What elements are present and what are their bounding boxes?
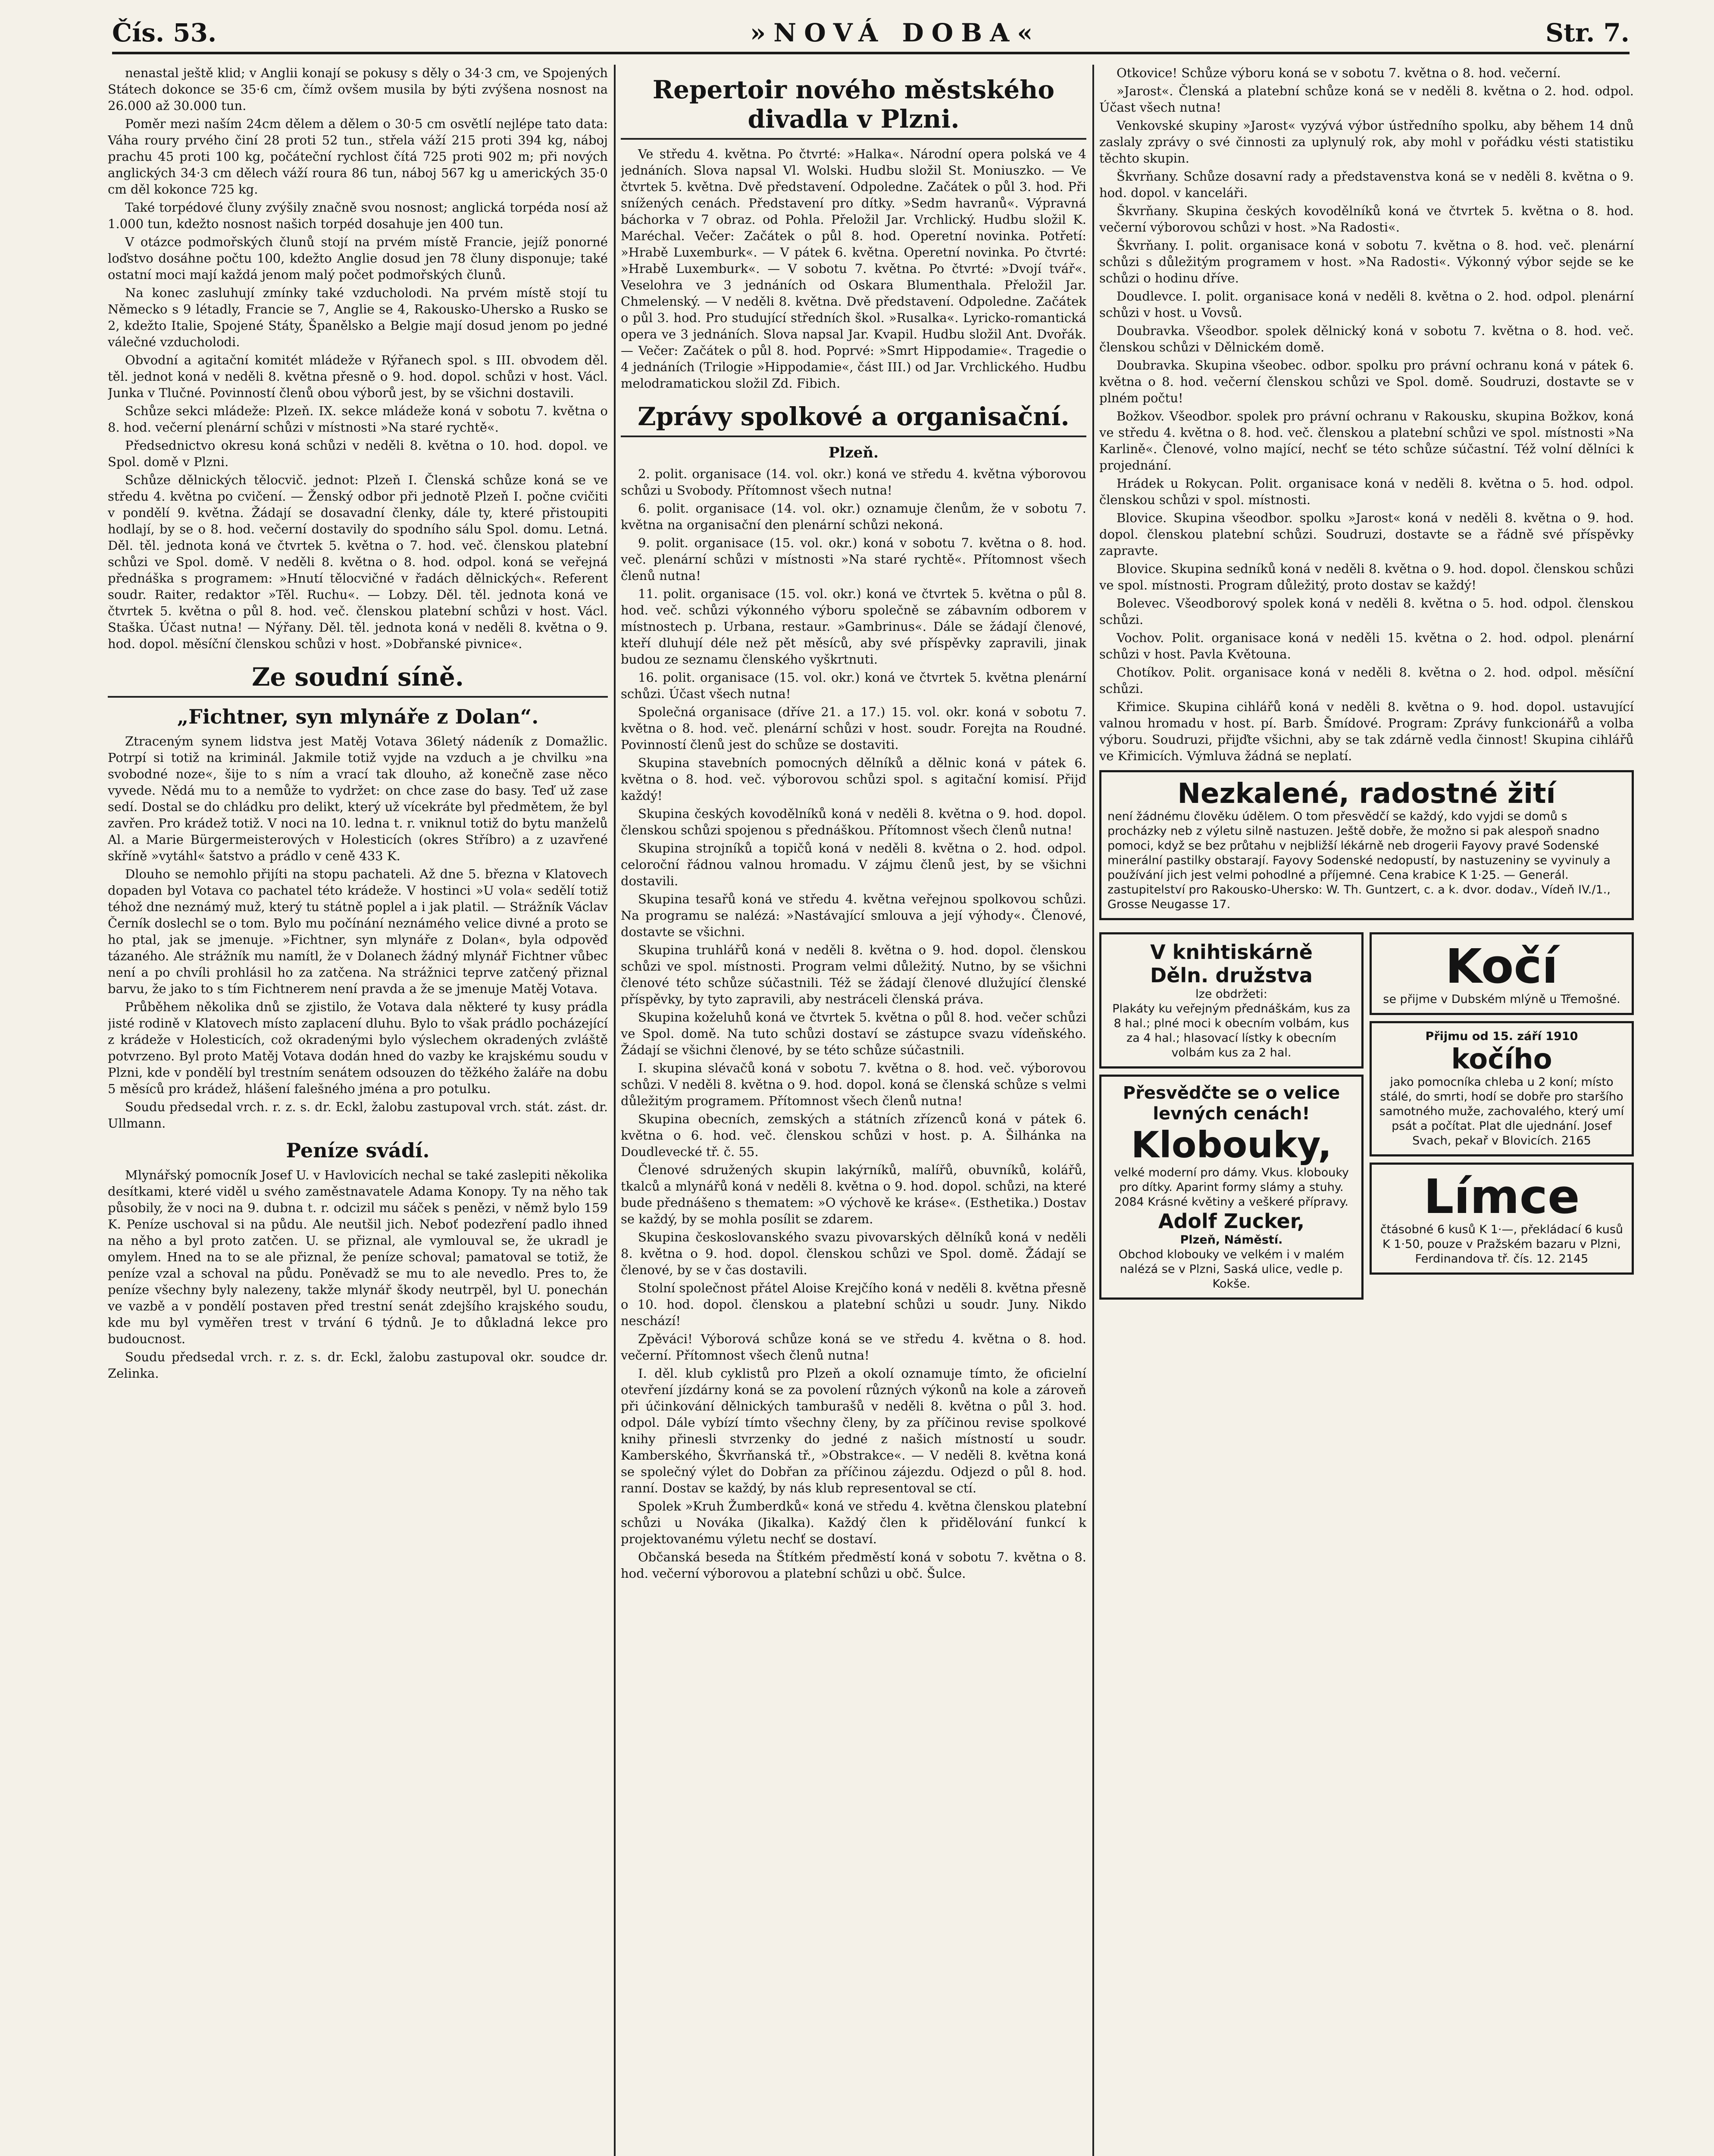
club-notice: Blovice. Skupina sedníků koná v neděli 8. května o 9. hod. dopol. členskou schůzi ve spol. místnosti. Program důležitý, proto dostav se každý!: [1099, 561, 1634, 592]
club-notice: Skupina českých kovodělníků koná v neděli 8. května o 9. hod. dopol. členskou schůzi spojenou s přednáškou. Přítomnost všech členů nutna!: [621, 806, 1086, 837]
club-notice: 9. polit. organisace (15. vol. okr.) koná v sobotu 7. května o 8. hod. več. plenární schůzi v místnosti »Na staré rychtě«. Přítomnost všech členů nutna!: [621, 536, 1086, 583]
club-notice: Doudlevce. I. polit. organisace koná v neděli 8. května o 2. hod. odpol. plenární schůzi v host. u Vovsů.: [1099, 289, 1634, 320]
club-notice: Skupina obecních, zemských a státních zřízenců koná v pátek 6. května o 6. hod. več. členskou schůzi v host. p. A. Šilhánka na Doudlevecké tř. č. 55.: [621, 1112, 1086, 1159]
club-notice: 2. polit. organisace (14. vol. okr.) koná ve středu 4. května výborovou schůzi u Svobody. Přítomnost všech nutna!: [621, 467, 1086, 498]
ad-title: Děln. družstva: [1150, 964, 1313, 987]
club-notice: Křimice. Skupina cihlářů koná v neděli 8. května o 9. hod. dopol. ustavující valnou hromadu v host. pí. Barb. Šmídové. Program: Zprávy funkcionářů a volba výboru. Soudruzi, přijďte všichni, aby se tak zdárně vedla činnost! Skupina cihlářů ve Křimicích. Výmluva žádná se neplatí.: [1099, 699, 1634, 763]
ad-headline: Klobouky,: [1131, 1124, 1332, 1166]
club-notice: Škvrňany. Skupina českých kovodělníků koná ve čtvrtek 5. května o 8. hod. večerní výborovou schůzi v host. »Na Radosti«.: [1099, 204, 1634, 235]
column-divider: [1092, 65, 1094, 2156]
club-notice: I. děl. klub cyklistů pro Plzeň a okolí oznamuje tímto, že oficielní otevření jízdárny koná se za povolení různých výkonů na kole a zároveň při účinkování dělnických tamburašů v neděli 8. května o půl 3. hod. odpol. Dále vybízí tímto všechny členy, by za příčinou revise spolkové knihy přinesli stvrzenky do jedné z našich místností u soudr. Kamberského, Škvrňanská tř., »Obstrakce«. — V neděli 8. května koná se společný výlet do Dobřan za příčinou zájezdu. Odjezd o půl 8. hod. ranní. Dostav se každý, by nás klub representoval se ctí.: [621, 1366, 1086, 1495]
club-notice: Občanská beseda na Štítkém předměstí koná v sobotu 7. května o 8. hod. večerní výborovou a platební schůzi u obč. Šulce.: [621, 1550, 1086, 1581]
club-notice: I. skupina slévačů koná v sobotu 7. května o 8. hod. več. výborovou schůzi. V neděli 8. května o 9. hod. dopol. koná se členská schůze s velmi důležitým programem. Přítomnost všech členů nutna!: [621, 1061, 1086, 1108]
ad-text: není žádnému člověku údělem. O tom přesvědčí se každý, kdo vyjdi se domů s procházky neb z výletu silně nastuzen. Ještě dobře, že možno si pak alespoň snadno pomoci, když se bez průtahu v nejbližší lékárně neb drogerii Fayovy pravé Sodenské minerální pastilky obstarají. Fayovy Sodenské nedopustí, by nastuzeniny se vyvinuly a používání jich jest velmi pohodlné a příjemné. Cena krabice K 1·25. — Generál. zastupitelství pro Rakousko-Uhersko: W. Th. Guntzert, c. a k. dvor. dodav., Vídeň IV./1., Grosse Neugasse 17.: [1107, 810, 1611, 911]
advertisement-coachman: [1370, 932, 1634, 1015]
club-notice: Skupina českoslovanského svazu pivovarských dělníků koná v neděli 8. května o 9. hod. dopol. členskou schůzi ve Spol. domě. Žádají se členové, by se v čas dostavili.: [621, 1230, 1086, 1277]
story-title: „Fichtner, syn mlynáře z Dolan“.: [177, 705, 539, 728]
article-paragraph: Na konec zasluhují zmínky také vzducholodi. Na prvém místě stojí tu Německo s 9 létadly, Francie se 7, Anglie se 4, Rakousko-Uhersko a Rusko se 2, kdežto Italie, Spojené Státy, Španělsko a Belgie mají dosud jenom po jedné válečné vzducholodi.: [108, 285, 608, 349]
notice-paragraph: Obvodní a agitační komitét mládeže v Rýřanech spol. s III. obvodem děl. těl. jednot koná v neděli 8. května přesně o 9. hod. dopol. schůzi v host. Václ. Junka v Tlučné. Povinností členů obou výborů jest, by se všichni dostavili.: [108, 353, 608, 400]
ad-text: jako pomocníka chleba u 2 koní; místo stálé, do smrti, hodí se dobře pro staršího samotného muže, zachovalého, který umí psát a počítat. Plat dle ujednání. Josef Svach, pekař v Blovicích. 2165: [1379, 1075, 1624, 1147]
article-paragraph: V otázce podmořských člunů stojí na prvém místě Francie, jejíž ponorné loďstvo dosáhne počtu 100, kdežto Anglie dosud jen 78 čluny disponuje; také ostatní moci mají každá jenom malý počet podmořských člunů.: [108, 235, 608, 282]
club-notice: Škvrňany. Schůze dosavní rady a představenstva koná se v neděli 8. května o 9. hod. dopol. v kanceláři.: [1099, 169, 1634, 200]
story-title: Peníze svádí.: [286, 1139, 430, 1162]
club-notice: Otkovice! Schůze výboru koná se v sobotu 7. května o 8. hod. večerní.: [1117, 66, 1561, 80]
club-notice: Skupina truhlářů koná v neděli 8. května o 9. hod. dopol. členskou schůzi ve spol. místnosti. Program velmi důležitý. Nutno, by se všichni členové této schůze súčastnili. Též se žádají členové dlužující členské příspěvky, by tyto zapravili, aby nestráceli členská práva.: [621, 943, 1086, 1006]
ad-text: Obchod klobouky ve velkém i v malém nalézá se v Plzni, Saská ulice, vedle p. Kokše.: [1118, 1248, 1345, 1291]
ad-text: se přijme v Dubském mlýně u Třemošné.: [1383, 993, 1620, 1006]
story-paragraph: Průběhem několika dnů se zjistilo, že Votava dala některé ty kusy prádla jisté rodině v Klatovech místo zaplacení dluhu. Bylo to však prádlo pocházející z krádeže v Holesticích, což okradenými bylo výslechem okradených zvláště potvrzeno. Byl proto Matěj Votava dodán hned do vazby ke krajskému soudu v Plzni, kde v pondělí byl trestním senátem odsouzen do těžkého žaláře na dobu 5 měsíců pro krádež, hlášení falešného jména a pro potulku.: [108, 1000, 608, 1096]
ad-text: Přijmu od 15. září 1910: [1425, 1030, 1578, 1043]
story-paragraph: Soudu předsedal vrch. r. z. s. dr. Eckl, žalobu zastupoval vrch. stát. zást. dr. Ullmann.: [108, 1100, 608, 1131]
ad-headline: Límce: [1423, 1169, 1580, 1224]
advertisement-soden: [1099, 770, 1634, 920]
club-notice: Zpěváci! Výborová schůze koná se ve středu 4. května o 8. hod. večerní. Přítomnost všech členů nutna!: [621, 1332, 1086, 1363]
advertisement-hats: [1099, 1075, 1364, 1300]
notice-paragraph: Schůze dělnických tělocvič. jednot: Plzeň I. Členská schůze koná se ve středu 4. května po cvičení. — Ženský odbor při jednotě Plzeň I. počne cvičiti v pondělí 9. května. Žádají se dosavadní členky, dále ty, které přistoupiti hodlají, by se o 8. hod. večerní dostavily do spodního sálu Spol. domu. Letná. Děl. těl. jednota koná ve čtvrtek 5. května o 7. hod. več. členskou platební schůzi ve Spol. domě. V neděli 8. května o 8. hod. odpol. koná se veřejná přednáška s programem: »Hnutí tělocvičné v řadách dělnických«. Referent soudr. Raiter, redaktor »Těl. Ruchu«. — Lobzy. Děl. těl. jednota koná ve čtvrtek 5. května o půl 8. hod. več. členskou platební schůzi v host. Václ. Staška. Účast nutna! — Nýřany. Děl. těl. jednota koná v neděli 8. května o 9. hod. dopol. měsíční členskou schůzi v host. »Dobřanské pivnice«.: [108, 473, 608, 651]
advertisement-row: [1099, 926, 1634, 1306]
ad-title: Přesvědčte se o velice levných cenách!: [1123, 1083, 1340, 1124]
article-paragraph: Také torpédové čluny zvýšily značně svou nosnost; anglická torpéda nosí až 1.000 tun, kdežto nosnost našich torpéd dosahuje jen 400 tun.: [108, 200, 608, 231]
ad-text: velké moderní pro dámy. Vkus. klobouky pro dítky. Aparint formy slámy a stuhy. 2084 Krásné květiny a veškeré přípravy.: [1113, 1166, 1349, 1209]
ad-title: V knihtiskárně: [1150, 940, 1313, 964]
article-paragraph: nenastal ještě klid; v Anglii konají se pokusy s děly o 34·3 cm, ve Spojených Státech dokonce se 35·6 cm, čímž ovšem musila by býti zvýšena nosnost na 26.000 až 30.000 tun.: [108, 66, 608, 113]
club-notice: Skupina strojníků a topičů koná v neděli 8. května o 2. hod. odpol. celoroční řádnou valnou hromadu. V zájmu členů jest, by se všichni dostavili.: [621, 841, 1086, 888]
ad-text: čtásobné 6 kusů K 1·—, překládací 6 kusů K 1·50, pouze v Pražském bazaru v Plzni, Ferdinandova tř. čís. 12. 2145: [1380, 1223, 1623, 1266]
article-paragraph: Poměr mezi naším 24cm dělem a dělem o 30·5 cm osvětlí nejlépe tato data: Váha roury prvého činí 28 proti 52 tun., střela váží 215 proti 394 kg, náboj prachu 45 proti 100 kg, počáteční rychlost čítá 725 proti 902 m; při nových anglických 34·3 cm dělech váží roura 86 tun, náboj 567 kg u amerických 35·0 cm děl kokonce 725 kg.: [108, 116, 608, 197]
club-notice: 16. polit. organisace (15. vol. okr.) koná ve čtvrtek 5. května plenární schůzi. Účast všech nutna!: [621, 670, 1086, 701]
section-heading-court: Ze soudní síně.: [108, 662, 608, 698]
club-notice: Doubravka. Skupina všeobec. odbor. spolku pro právní ochranu koná v pátek 6. května o 8. hod. večerní členskou schůzi ve Spol. domě. Soudruzi, dostavte se v plném počtu!: [1099, 358, 1634, 405]
ad-address: Plzeň, Náměstí.: [1180, 1233, 1283, 1247]
story-paragraph: Soudu předsedal vrch. r. z. s. dr. Eckl, žalobu zastupoval okr. soudce dr. Zelinka.: [108, 1350, 608, 1381]
section-subheading: Plzeň.: [829, 444, 879, 461]
club-notice: Společná organisace (dříve 21. a 17.) 15. vol. okr. koná v sobotu 7. května o 8. hod. več. plenární schůzi v host. soudr. Forejta na Roudné. Povinností členů jest do schůze se dostaviti.: [621, 705, 1086, 752]
ad-headline: kočího: [1451, 1044, 1552, 1075]
story-paragraph: Ztraceným synem lidstva jest Matěj Votava 36letý nádeník z Domažlic. Potrpí si totiž na kriminál. Jakmile totiž vyjde na vzduch a je chvilku »na svobodné noze«, šije to s ním a vrací tak dlouho, až konečně zase něco vyvede. Nědá mu to a nemůže to vydržet: on chce zase do basy. Teď už zase sedí. Dostal se do chládku pro delikt, který už vícekráte byl předmětem, že byl zavřen. Pro krádež totiž. V noci na 10. ledna t. r. vniknul totiž do bytu manželů Al. a Marie Bürgermeisterových v Holesticích (okres Stříbro) a z uzavřené skříně »vytáhl« šatstvo a prádlo v ceně 433 K.: [108, 734, 608, 863]
section-heading-repertoire: Repertoir nového městského divadla v Plzni.: [621, 75, 1086, 140]
club-notice: 6. polit. organisace (14. vol. okr.) oznamuje členům, že v sobotu 7. května na organisační den plenární schůzi nekoná.: [621, 501, 1086, 532]
story-paragraph: Dlouho se nemohlo přijíti na stopu pachateli. Až dne 5. března v Klatovech dopaden byl Votava co pachatel této krádeže. V hostinci »U vola« sedělí totiž téhož dne neznámý muž, který tu státně poplel a i jak platil. — Strážník Václav Černík doslechl se o tom. Bylo mu počínání neznámého velice divné a proto se ho ptal, jak se jmenuje. »Fichtner, syn mlynáře z Dolan«, byla odpověď tázaného. Ale strážník mu namítl, že v Dolanech žádný mlynář Fichtner vůbec není a po chvíli prohlásil ho za zatčena. Na strážnici teprve zatčený přiznal barvu, že jako to s tím Fichtnerem není pravda a že se jmenuje Matěj Votava.: [108, 867, 608, 996]
column-left: [108, 65, 608, 2156]
advertisement-collars: [1370, 1163, 1634, 1275]
page-number: Str. 7.: [1545, 18, 1630, 47]
notice-paragraph: Předsednictvo okresu koná schůzi v neděli 8. května o 10. hod. dopol. ve Spol. domě v Plzni.: [108, 438, 608, 469]
column-right: [1099, 65, 1634, 2156]
club-notice: Skupina tesařů koná ve středu 4. května veřejnou spolkovou schůzi. Na programu se nalézá: »Nastávající smlouva a její výhody«. Členové, dostavte se všichni.: [621, 892, 1086, 939]
club-notice: Vochov. Polit. organisace koná v neděli 15. května o 2. hod. odpol. plenární schůzi v host. Pavla Květouna.: [1099, 630, 1634, 661]
club-notice: Chotíkov. Polit. organisace koná v neděli 8. května o 2. hod. odpol. měsíční schůzi.: [1099, 665, 1634, 696]
club-notice: Členové sdružených skupin lakýrníků, malířů, obuvníků, kolářů, tkalců a mlynářů koná v neděli 8. května o 9. hod. dopol. schůzi, na které bude přednášeno s thematem: »O výchově ke kráse«. (Esthetika.) Dostav se každý, by se mohla posílit se zdarem.: [621, 1163, 1086, 1226]
club-notice: Škvrňany. I. polit. organisace koná v sobotu 7. května o 8. hod. več. plenární schůzi s důležitým programem v host. »Na Radosti«. Výkonný výbor sejde se ke schůzi o hodinu dříve.: [1099, 238, 1634, 285]
issue-number: Čís. 53.: [112, 18, 217, 47]
club-notice: Skupina koželuhů koná ve čtvrtek 5. května o půl 8. hod. večer schůzi ve Spol. domě. Na tuto schůzi dostaví se zástupce svazu vídeňského. Žádají se všichni členové, by se této schůze súčastnili.: [621, 1010, 1086, 1057]
story-paragraph: Mlynářský pomocník Josef U. v Havlovicích nechal se také zaslepiti několika desítkami, které viděl u svého zaměstnavatele Adama Konopy. Ty na něho tak působily, že v noci na 9. dubna t. r. odcizil mu sáček s penězi, v němž bylo 159 K. Peníze uschoval si na půdu. Ale neutšil jich. Neboť podezření padlo ihned na něho a byl proto zatčen. U. se přiznal, ale vymlouval se, že ukradl je omylem. Hned na to se ale přiznal, že peníze schoval; pamatoval se totiž, že peníze vzal a schoval na půdu. Poněvadž se mu to ale nevedlo. Pres to, že peníze všechny byly nalezeny, takže mlynář škody neutrpěl, byl U. ponechán ve vazbě a v pondělí postaven před trestní senát zdejšího krajského soudu, kde mu byl vyměřen trest v trvání 6 týdnů. Je to důkladná lekce pro budoucnost.: [108, 1168, 608, 1346]
ad-title: Nezkalené, radostné žití: [1177, 778, 1556, 810]
club-notice: Doubravka. Všeodbor. spolek dělnický koná v sobotu 7. května o 8. hod. več. členskou schůzi v Dělnickém domě.: [1099, 323, 1634, 354]
repertoire-text: Ve středu 4. května. Po čtvrté: »Halka«. Národní opera polská ve 4 jednáních. Slova napsal Vl. Wolski. Hudbu složil St. Moniuszko. — Ve čtvrtek 5. května. Dvě představení. Odpoledne. Začátek o půl 3. hod. Při snížených cenách. Představení pro dítky. »Sedm havranů«. Výpravná báchorka v 7 obraz. od Pohla. Přeložil Jar. Vrchlický. Hudbu složil K. Maréchal. Večer: Začátek o půl 8. hod. Operetní novinka. Potřetí: »Hrabě Luxemburk«. — V pátek 6. května. Operetní novinka. Po čtvrté: »Hrabě Luxemburk«. — V sobotu 7. května. Po čtvrté: »Dvojí tvář«. Veselohra ve 3 jednáních od Oskara Blumenthala. Přeložil Jar. Chmelenský. — V neděli 8. května. Dvě představení. Odpoledne. Začátek o půl 3. hod. Pro studující středních škol. »Rusalka«. Lyricko-romantická opera ve 3 jednáních. Slova napsal Jar. Kvapil. Hudbu složil Ant. Dvořák. — Večer: Začátek o půl 8. hod. Poprvé: »Smrt Hippodamie«. Tragedie o 4 jednáních (Trilogie »Hippodamie«, část III.) od Jar. Vrchlického. Hudbu melodramatickou složil Zd. Fibich.: [621, 147, 1086, 391]
club-notice: Bolevec. Všeodborový spolek koná v neděli 8. května o 5. hod. odpol. členskou schůzi.: [1099, 596, 1634, 627]
club-notice: Venkovské skupiny »Jarost« vyzývá výbor ústředního spolku, aby během 14 dnů zaslaly zprávy o své činnosti za uplynulý rok, aby mohl v pořádku vésti statistiku těchto skupin.: [1099, 118, 1634, 166]
column-divider: [614, 65, 616, 2156]
club-notice: Skupina stavebních pomocných dělníků a dělnic koná v pátek 6. května o 8. hod. več. výborovou schůzi spol. s agitační komisí. Přijď každý!: [621, 755, 1086, 803]
advertisement-baker: [1370, 1021, 1634, 1156]
ad-merchant: Adolf Zucker,: [1158, 1210, 1305, 1233]
advertisement-printshop: [1099, 932, 1364, 1069]
ad-text: lze obdržeti:: [1195, 987, 1267, 1001]
club-notice: »Jarost«. Členská a platební schůze koná se v neděli 8. května o 2. hod. odpol. Účast všech nutna!: [1099, 84, 1634, 115]
club-notice: 11. polit. organisace (15. vol. okr.) koná ve čtvrtek 5. května o půl 8. hod. več. schůzi výkonného výboru společně se zábavním odborem v místnostech p. Urbana, restaur. »Gambrinus«. Dále se žádají členové, kteří dluhují déle než pět měsíců, aby své příspěvky zapravili, jinak budou ze seznamu členského vyškrtnuti.: [621, 586, 1086, 667]
section-heading-clubs: Zprávy spolkové a organisační.: [621, 402, 1086, 437]
club-notice: Stolní společnost přátel Aloise Krejčího koná v neděli 8. května přesně o 10. hod. dopol. členskou a platební schůzi u soudr. Juny. Nikdo neschází!: [621, 1281, 1086, 1328]
page-header: [112, 12, 1630, 54]
club-notice: Blovice. Skupina všeodbor. spolku »Jarost« koná v neděli 8. května o 9. hod. dopol. členskou platební schůzi. Soudruzi, dostavte se a řádně své příspěvky zapravte.: [1099, 511, 1634, 558]
notice-paragraph: Schůze sekci mládeže: Plzeň. IX. sekce mládeže koná v sobotu 7. května o 8. hod. večerní plenární schůzi v místnosti »Na staré rychtě«.: [108, 404, 608, 435]
newspaper-title: »NOVÁ DOBA«: [750, 18, 1041, 47]
club-notice: Spolek »Kruh Žumberdků« koná ve středu 4. května členskou platební schůzi u Nováka (Jikalka). Každý člen k přidělování funkcí k projektovanému výletu nechť se dostaví.: [621, 1499, 1086, 1546]
ad-headline: Kočí: [1445, 939, 1558, 994]
column-middle: [621, 65, 1086, 2156]
club-notice: Hrádek u Rokycan. Polit. organisace koná v neděli 8. května o 5. hod. odpol. členskou schůzi v spol. místnosti.: [1099, 476, 1634, 507]
ad-text: Plakáty ku veřejným přednáškám, kus za 8 hal.; plné moci k obecním volbám, kus za 4 hal.; hlasovací lístky k obecním volbám kus za 2 hal.: [1112, 1002, 1351, 1059]
club-notice: Božkov. Všeodbor. spolek pro právní ochranu v Rakousku, skupina Božkov, koná ve středu 4. května o 8. hod. več. členskou a platební schůzi ve spol. místnosti »Na Karlině«. Členové, volno mající, nechť se této schůze súčastní. Též volní dělníci k projednání.: [1099, 409, 1634, 473]
